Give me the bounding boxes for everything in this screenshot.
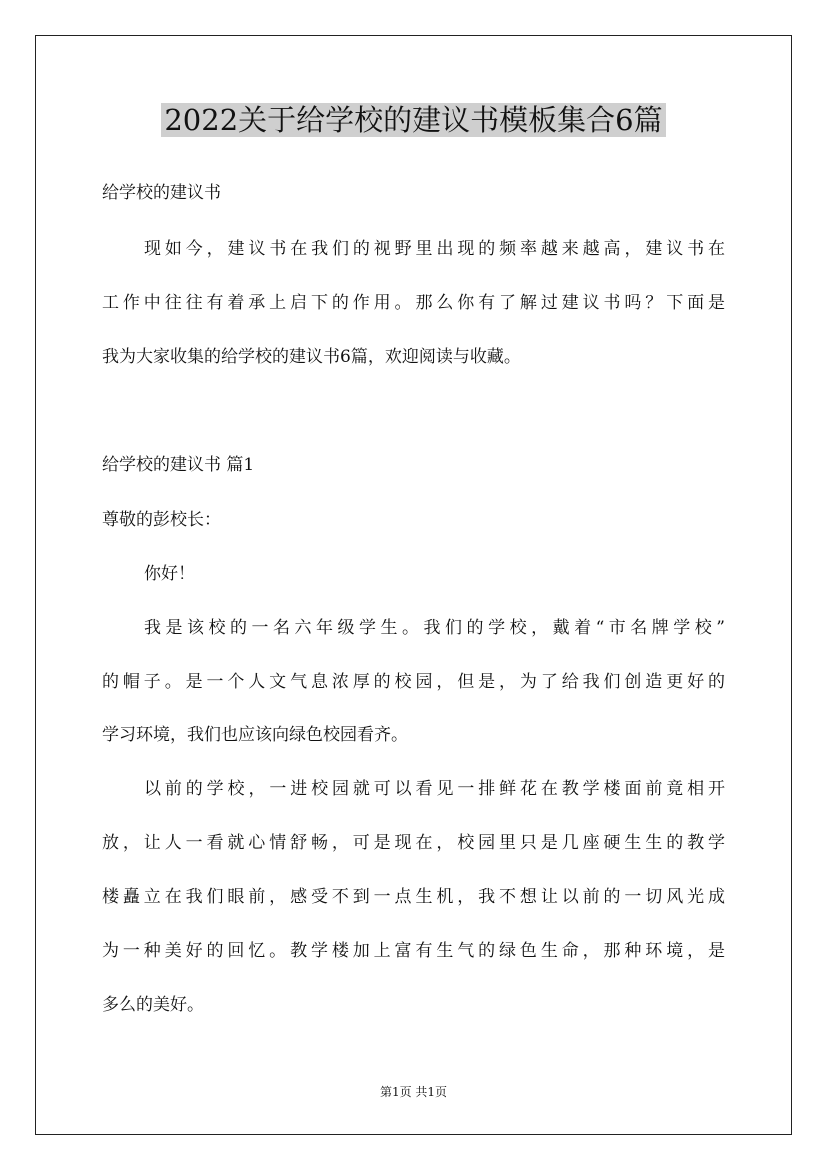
page-footer: 第1页 共1页 [379, 1085, 448, 1099]
paragraph-2-line-4: 为一种美好的回忆。教学楼加上富有生气的绿色生命，那种环境，是 [102, 941, 725, 961]
paragraph-1-line-1: 我是该校的一名六年级学生。我们的学校，戴着“市名牌学校” [144, 618, 725, 638]
section-heading: 给学校的建议书 [102, 183, 221, 203]
greeting: 你好！ [144, 564, 195, 584]
intro-line-3: 我为大家收集的给学校的建议书6篇，欢迎阅读与收藏。 [102, 347, 521, 367]
paragraph-1-line-3: 学习环境，我们也应该向绿色校园看齐。 [102, 725, 408, 745]
article-heading: 给学校的建议书 篇1 [102, 455, 255, 475]
paragraph-1-line-2: 的帽子。是一个人文气息浓厚的校园，但是，为了给我们创造更好的 [102, 672, 725, 692]
salutation: 尊敬的彭校长： [102, 510, 221, 530]
intro-line-2: 工作中往往有着承上启下的作用。那么你有了解过建议书吗？下面是 [102, 293, 725, 313]
paragraph-2-line-3: 楼矗立在我们眼前，感受不到一点生机，我不想让以前的一切风光成 [102, 887, 725, 907]
paragraph-2-line-5: 多么的美好。 [102, 995, 204, 1015]
document-title: 2022关于给学校的建议书模板集合6篇 [0, 98, 827, 142]
paragraph-2-line-2: 放，让人一看就心情舒畅，可是现在，校园里只是几座硬生生的教学 [102, 833, 725, 853]
intro-line-1: 现如今，建议书在我们的视野里出现的频率越来越高，建议书在 [144, 239, 725, 259]
paragraph-2-line-1: 以前的学校，一进校园就可以看见一排鲜花在教学楼面前竟相开 [144, 779, 725, 799]
